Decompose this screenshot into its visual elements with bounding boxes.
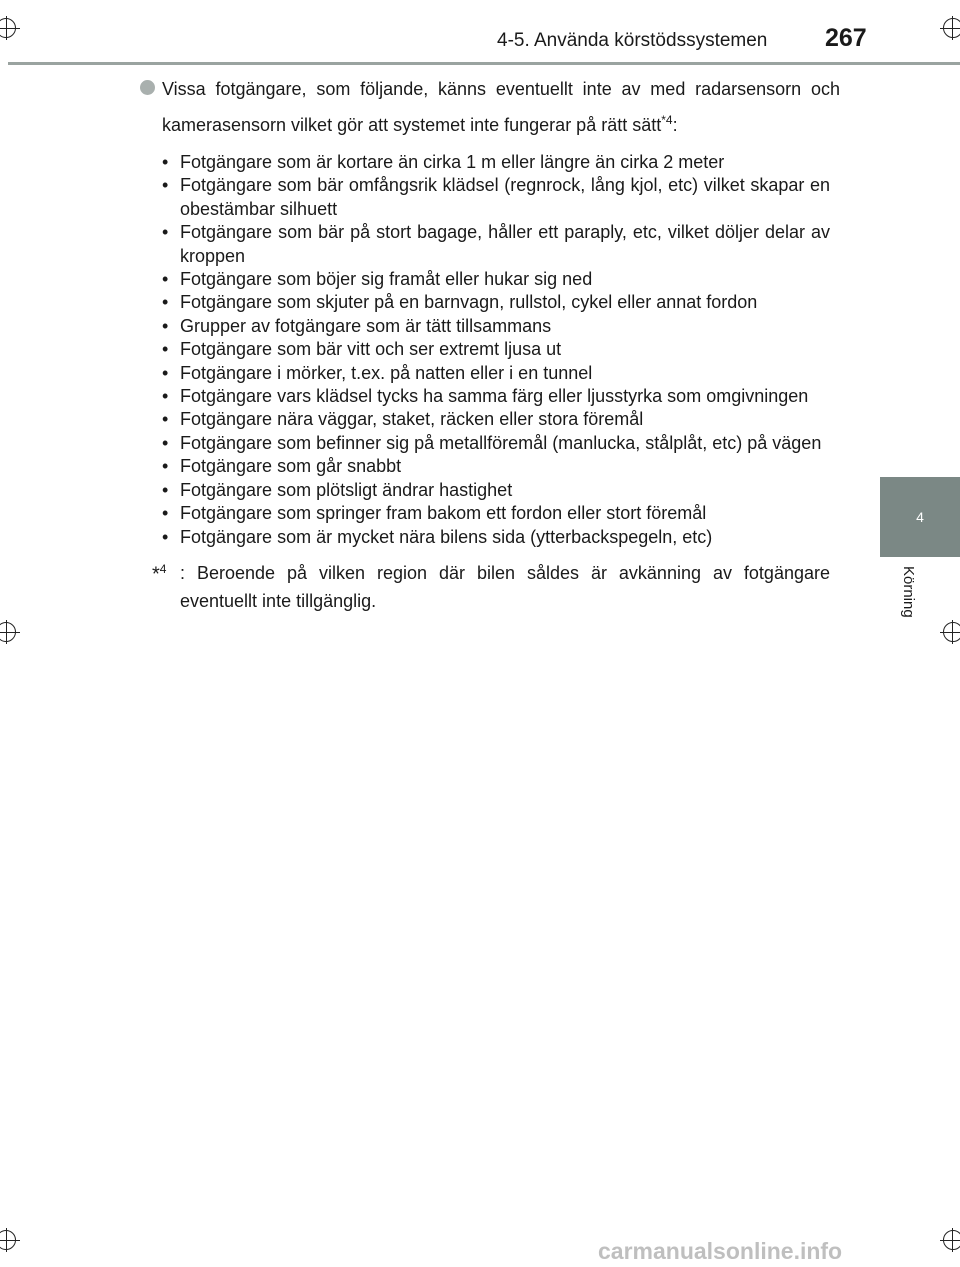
list-item: • Fotgängare som befinner sig på metallföremål (manlucka, stålplåt, etc) på vägen bbox=[180, 432, 830, 455]
list-item: • Fotgängare som skjuter på en barnvagn, rullstol, cykel eller annat fordon bbox=[180, 291, 830, 314]
list-item: • Fotgängare som går snabbt bbox=[180, 455, 830, 478]
list-item: • Fotgängare som böjer sig framåt eller hukar sig ned bbox=[180, 268, 830, 291]
list-item: • Fotgängare som är mycket nära bilens sida (ytterbackspegeln, etc) bbox=[180, 526, 830, 549]
watermark: carmanualsonline.info bbox=[598, 1238, 843, 1264]
list-item: • Fotgängare som bär på stort bagage, håller ett paraply, etc, vilket döljer delar av kroppen bbox=[180, 221, 830, 268]
list-item: • Fotgängare som bär omfångsrik klädsel (regnrock, lång kjol, etc) vilket skapar en obestämbar silhuett bbox=[180, 174, 830, 221]
registration-mark-icon bbox=[943, 622, 960, 642]
intro-text: Vissa fotgängare, som följande, känns eventuellt inte av med radarsensorn och kamerasensorn vilket gör att systemet inte fungerar på rätt sätt bbox=[162, 79, 840, 135]
footnote bbox=[140, 559, 840, 615]
registration-mark-icon bbox=[0, 1230, 16, 1250]
registration-mark-icon bbox=[0, 18, 16, 38]
list-item: • Fotgängare som är kortare än cirka 1 m eller längre än cirka 2 meter bbox=[180, 151, 830, 174]
list-item: • Fotgängare som plötsligt ändrar hastighet bbox=[180, 479, 830, 502]
header-rule bbox=[8, 62, 960, 65]
chapter-number: 4 bbox=[916, 509, 924, 525]
intro-paragraph bbox=[140, 74, 840, 141]
list-item: • Fotgängare som springer fram bakom ett fordon eller stort föremål bbox=[180, 502, 830, 525]
list-item: • Fotgängare i mörker, t.ex. på natten eller i en tunnel bbox=[180, 362, 830, 385]
page-number: 267 bbox=[825, 24, 867, 52]
list-item: • Fotgängare nära väggar, staket, räcken eller stora föremål bbox=[180, 408, 830, 431]
footnote-text: : Beroende på vilken region där bilen såldes är avkänning av fotgängare eventuellt inte tillgänglig. bbox=[180, 562, 830, 611]
registration-mark-icon bbox=[0, 622, 16, 642]
footnote-ref: *4 bbox=[661, 113, 673, 127]
main-content bbox=[140, 74, 840, 615]
list-item: • Grupper av fotgängare som är tätt tillsammans bbox=[180, 315, 830, 338]
list-item: • Fotgängare som bär vitt och ser extremt ljusa ut bbox=[180, 338, 830, 361]
circle-bullet-icon bbox=[140, 80, 155, 95]
chapter-tab bbox=[880, 477, 960, 557]
intro-trailing: : bbox=[672, 115, 678, 135]
section-title: 4-5. Använda körstödssystemen bbox=[497, 30, 768, 51]
footnote-mark: *$^4$ bbox=[152, 561, 167, 586]
registration-mark-icon bbox=[943, 1230, 960, 1250]
list-item: • Fotgängare vars klädsel tycks ha samma färg eller ljusstyrka som omgivningen bbox=[180, 385, 830, 408]
pedestrian-list bbox=[140, 151, 840, 549]
chapter-label: Körning bbox=[900, 566, 917, 618]
registration-mark-icon bbox=[943, 18, 960, 38]
